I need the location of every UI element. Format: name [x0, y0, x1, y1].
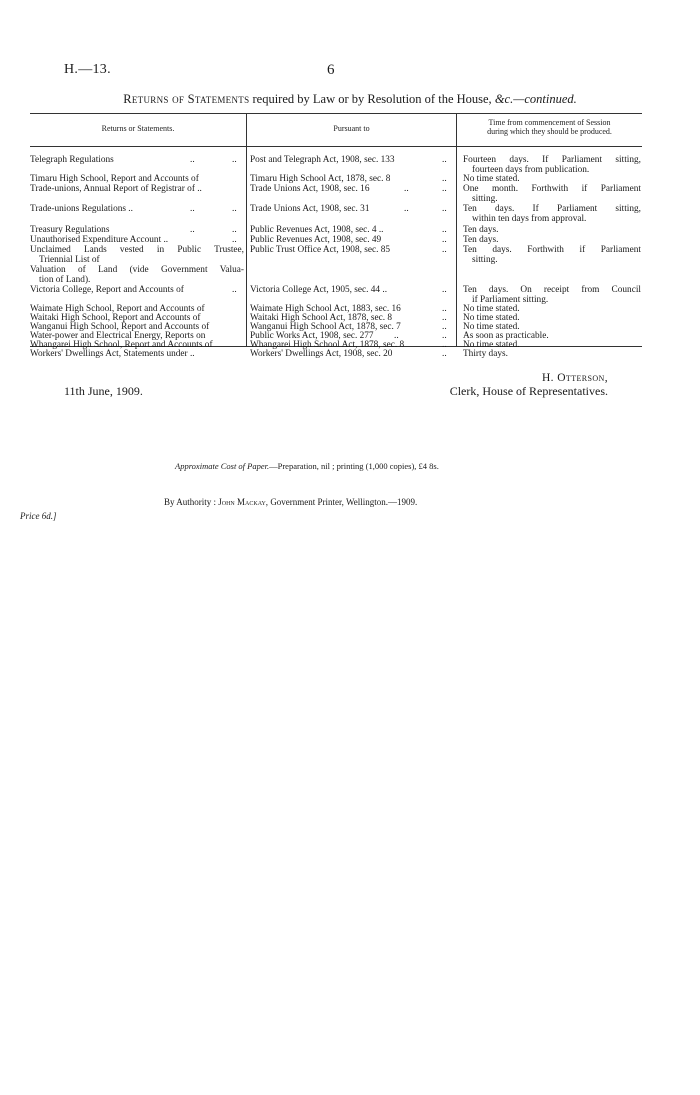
column-header-pursuant: Pursuant to: [333, 124, 370, 133]
table-header-rule: [30, 146, 642, 147]
cell-text: fourteen days from publication.: [472, 165, 590, 175]
leader-dots: ..: [442, 322, 447, 332]
cell-text: Whangarei High School Act, 1878, sec. 8: [250, 340, 405, 350]
cell-text: Trade Unions Act, 1908, sec. 16: [250, 184, 370, 194]
title-tail: &c.—continued.: [494, 92, 577, 106]
column-header-time: [457, 118, 642, 136]
cell-text: Ten days. Forthwith if Parliament: [463, 245, 641, 255]
cell-text: As soon as practicable.: [463, 331, 549, 341]
leader-dots: ..: [442, 155, 447, 165]
cell-text: Public Revenues Act, 1908, sec. 4 ..: [250, 225, 384, 235]
document-date: 11th June, 1909.: [64, 384, 143, 398]
cell-text: Water-power and Electrical Energy, Reports on: [30, 331, 206, 341]
leader-dots: ..: [232, 225, 237, 235]
title-lead: Returns of Statements: [123, 92, 250, 106]
column-header-time-line2: during which they should be produced.: [487, 127, 612, 136]
cell-text: Ten days. If Parliament sitting,: [463, 204, 641, 214]
cell-text: sitting.: [472, 255, 498, 265]
leader-dots: ..: [442, 349, 447, 359]
cell-text: Fourteen days. If Parliament sitting,: [463, 155, 641, 165]
cell-text: Timaru High School Act, 1878, sec. 8: [250, 174, 391, 184]
document-title: [0, 92, 700, 107]
leader-dots: ..: [442, 245, 447, 255]
cell-text: No time stated.: [463, 322, 520, 332]
cell-text: Wanganui High School Act, 1878, sec. 7: [250, 322, 401, 332]
printer-name: John Mackay,: [218, 497, 269, 507]
cell-text: within ten days from approval.: [472, 214, 587, 224]
leader-dots: ..: [442, 331, 447, 341]
cell-text: Trade-unions Regulations ..: [30, 204, 133, 214]
authority-prefix: By Authority :: [164, 497, 219, 507]
column-divider-2: [456, 113, 457, 346]
leader-dots: ..: [232, 155, 237, 165]
cell-text: One month. Forthwith if Parliament: [463, 184, 641, 194]
cell-text: Trade-unions, Annual Report of Registrar of ..: [30, 184, 202, 194]
leader-dots: ..: [190, 225, 195, 235]
leader-dots: ..: [404, 204, 409, 214]
leader-dots: ..: [442, 235, 447, 245]
leader-dots: ..: [442, 313, 447, 323]
signatory-name: H. Otterson,: [541, 372, 608, 384]
cell-text: Ten days. On receipt from Council: [463, 285, 641, 295]
cell-text: Whangarei High School, Report and Accounts of: [30, 340, 213, 350]
leader-dots: ..: [442, 340, 447, 350]
leader-dots: ..: [232, 235, 237, 245]
cell-text: Waimate High School Act, 1883, sec. 16: [250, 304, 401, 314]
cell-text: Victoria College, Report and Accounts of: [30, 285, 184, 295]
column-header-returns: Returns or Statements.: [101, 124, 175, 133]
leader-dots: ..: [442, 304, 447, 314]
column-header-time-line1: Time from commencement of Session: [488, 118, 611, 127]
cell-text: Workers' Dwellings Act, 1908, sec. 20: [250, 349, 393, 359]
leader-dots: ..: [442, 225, 447, 235]
cost-note: [175, 461, 439, 471]
page-number: 6: [327, 62, 335, 78]
cell-text: Wanganui High School, Report and Accounts of: [30, 322, 210, 332]
cost-text: —Preparation, nil ; printing (1,000 copies), £4 8s.: [269, 461, 439, 471]
leader-dots: ..: [190, 155, 195, 165]
authority-line: [164, 497, 417, 507]
column-divider-1: [246, 113, 247, 346]
cell-text: Valuation of Land (vide Government Valua-: [30, 265, 244, 275]
cell-text: Unclaimed Lands vested in Public Trustee,: [30, 245, 244, 255]
cell-text: No time stated.: [463, 340, 520, 350]
cell-text: Thirty days.: [463, 349, 508, 359]
leader-dots: ..: [394, 331, 399, 341]
cell-text: Public Works Act, 1908, sec. 277: [250, 331, 374, 341]
cell-text: if Parliament sitting.: [472, 295, 549, 305]
cell-text: Treasury Regulations: [30, 225, 110, 235]
cell-text: Public Trust Office Act, 1908, sec. 85: [250, 245, 391, 255]
leader-dots: ..: [442, 285, 447, 295]
cell-text: Telegraph Regulations: [30, 155, 114, 165]
cell-text: Workers' Dwellings Act, Statements under ..: [30, 349, 195, 359]
cell-text: Victoria College Act, 1905, sec. 44 ..: [250, 285, 388, 295]
cell-text: No time stated.: [463, 174, 520, 184]
cell-text: Trade Unions Act, 1908, sec. 31: [250, 204, 370, 214]
cell-text: Post and Telegraph Act, 1908, sec. 133: [250, 155, 395, 165]
leader-dots: ..: [442, 174, 447, 184]
table-top-rule: [30, 113, 642, 114]
cell-text: Ten days.: [463, 235, 499, 245]
cell-text: No time stated.: [463, 313, 520, 323]
cell-text: Waitaki High School Act, 1878, sec. 8: [250, 313, 393, 323]
leader-dots: ..: [232, 285, 237, 295]
leader-dots: ..: [442, 184, 447, 194]
authority-suffix: Government Printer, Wellington.—1909.: [268, 497, 418, 507]
cell-text: Waimate High School, Report and Accounts of: [30, 304, 205, 314]
cell-text: Unauthorised Expenditure Account ..: [30, 235, 169, 245]
leader-dots: ..: [190, 204, 195, 214]
leader-dots: ..: [442, 204, 447, 214]
leader-dots: ..: [232, 204, 237, 214]
cost-label: Approximate Cost of Paper.: [175, 461, 270, 471]
cell-text: No time stated.: [463, 304, 520, 314]
cell-text: Waitaki High School, Report and Accounts of: [30, 313, 201, 323]
leader-dots: ..: [404, 184, 409, 194]
page-reference: H.—13.: [64, 62, 111, 77]
title-middle: required by Law or by Resolution of the House,: [249, 92, 495, 106]
cell-text: tion of Land).: [39, 275, 91, 285]
cell-text: Timaru High School, Report and Accounts of: [30, 174, 199, 184]
signatory-title: Clerk, House of Representatives.: [449, 384, 608, 398]
cell-text: Triennial List of: [39, 255, 100, 265]
price-note: Price 6d.]: [20, 511, 57, 521]
cell-text: Ten days.: [463, 225, 499, 235]
cell-text: sitting.: [472, 194, 498, 204]
cell-text: Public Revenues Act, 1908, sec. 49: [250, 235, 382, 245]
